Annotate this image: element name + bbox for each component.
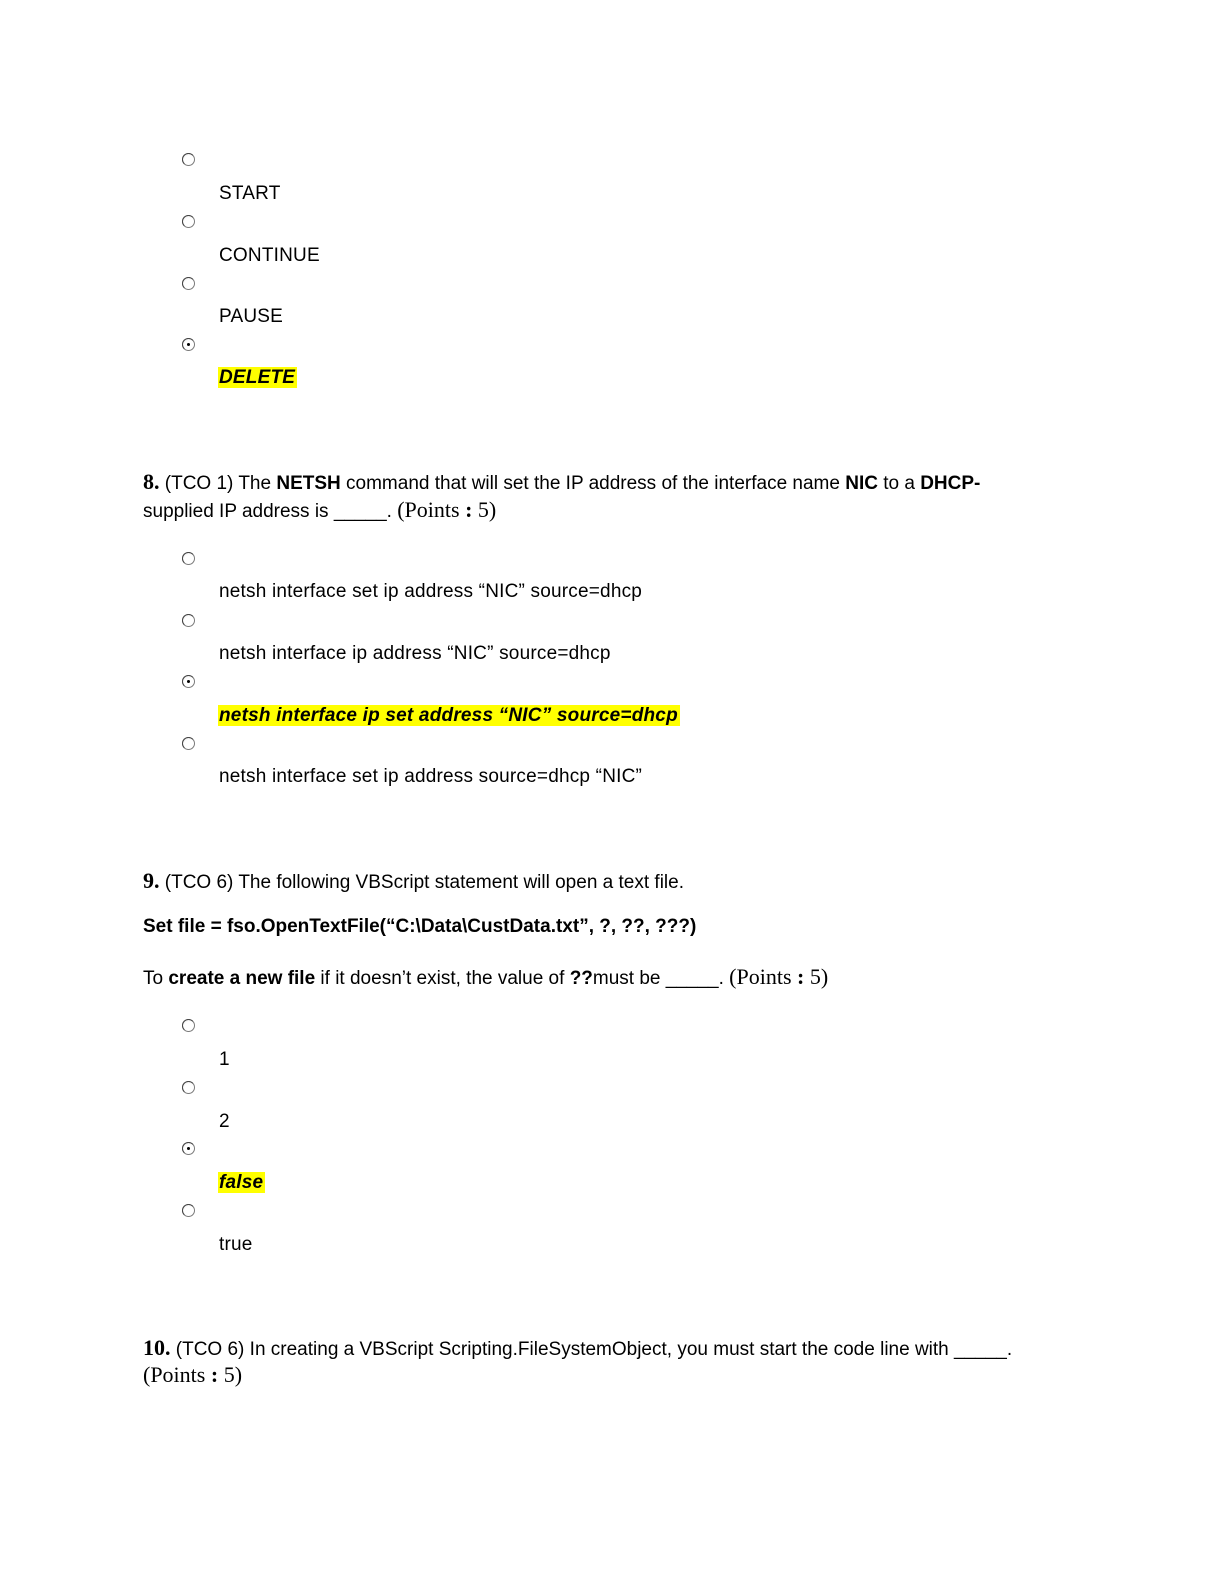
q8-option-4-radio[interactable]: [182, 737, 195, 750]
q10-number: 10.: [143, 1335, 171, 1360]
q10-points-open: (Points: [143, 1362, 211, 1387]
q8-option-1-radio[interactable]: [182, 552, 195, 565]
q10-text: (TCO 6) In creating a VBScript Scripting.FileSystemObject, you must start the code line with _____.: [175, 1339, 1013, 1360]
q8-nic: NIC: [845, 473, 878, 494]
q8-dhcp: DHCP-: [920, 473, 981, 494]
q9-option-1-label: 1: [219, 1049, 230, 1070]
q8-text-1: command that will set the IP address of the interface name: [340, 473, 846, 494]
q8-text-2: to a: [877, 473, 921, 494]
q9-question-line: [143, 868, 684, 894]
q9-text-c: must be _____.: [592, 968, 730, 989]
q9-option-2-label: 2: [219, 1111, 230, 1132]
q9-option-3-radio[interactable]: [182, 1142, 195, 1155]
q7-option-3-radio[interactable]: [182, 277, 195, 290]
q7-option-1-label: START: [219, 183, 281, 204]
q9-option-1-radio[interactable]: [182, 1019, 195, 1032]
answer-highlight: netsh interface ip set address “NIC” source=dhcp: [219, 705, 678, 726]
q7-option-2-radio[interactable]: [182, 215, 195, 228]
q9-code-statement: Set file = fso.OpenTextFile(“C:\Data\CustData.txt”, ?, ??, ???): [143, 916, 697, 937]
q8-netsh: NETSH: [276, 473, 341, 494]
q9-instruction-line: [143, 964, 828, 990]
q9-points-colon: :: [797, 964, 805, 989]
q9-text-a: To: [143, 968, 169, 989]
q8-text-tco: (TCO 1) The: [164, 473, 277, 494]
q7-option-1-radio[interactable]: [182, 153, 195, 166]
q9-number: 9.: [143, 868, 160, 893]
q9-points-close: 5): [804, 964, 829, 989]
q9-points: [729, 964, 828, 989]
q8-question-line-2: [143, 497, 496, 523]
q9-option-3-label: [218, 1172, 265, 1194]
q10-question-line-1: [143, 1335, 1012, 1361]
q10-question-line-2: [143, 1362, 242, 1388]
q8-points-close: 5): [472, 497, 497, 522]
q8-number: 8.: [143, 469, 160, 494]
q8-text-3: supplied IP address is _____.: [143, 501, 398, 522]
q9-option-4-radio[interactable]: [182, 1204, 195, 1217]
q8-option-3-label: [218, 705, 680, 727]
q10-points-colon: :: [210, 1362, 219, 1387]
q8-option-2-label: netsh interface ip address “NIC” source=dhcp: [219, 643, 611, 664]
q8-option-2-radio[interactable]: [182, 614, 195, 627]
q7-option-2-label: CONTINUE: [219, 245, 320, 266]
q10-points: [143, 1362, 242, 1387]
q9-double-question: ??: [569, 968, 593, 989]
answer-highlight: DELETE: [219, 367, 296, 388]
q8-option-1-label: netsh interface set ip address “NIC” source=dhcp: [219, 581, 643, 602]
q8-points: [397, 497, 496, 522]
answer-highlight: false: [219, 1172, 264, 1193]
q9-option-4-label: true: [219, 1234, 253, 1255]
q8-option-3-radio[interactable]: [182, 675, 195, 688]
q8-option-4-label: netsh interface set ip address source=dhcp “NIC”: [219, 766, 643, 787]
q9-text-b: if it doesn’t exist, the value of: [315, 968, 570, 989]
q9-points-open: (Points: [729, 964, 798, 989]
q7-option-4-label: [218, 367, 297, 389]
q7-option-4-radio[interactable]: [182, 338, 195, 351]
q8-points-colon: :: [465, 497, 473, 522]
q8-points-open: (Points: [397, 497, 466, 522]
q9-text: (TCO 6) The following VBScript statement will open a text file.: [164, 872, 684, 893]
q9-option-2-radio[interactable]: [182, 1081, 195, 1094]
q7-option-3-label: PAUSE: [219, 306, 284, 327]
q8-question-line-1: [143, 469, 980, 495]
q9-create-new-file: create a new file: [168, 968, 316, 989]
q10-points-close: 5): [218, 1362, 243, 1387]
